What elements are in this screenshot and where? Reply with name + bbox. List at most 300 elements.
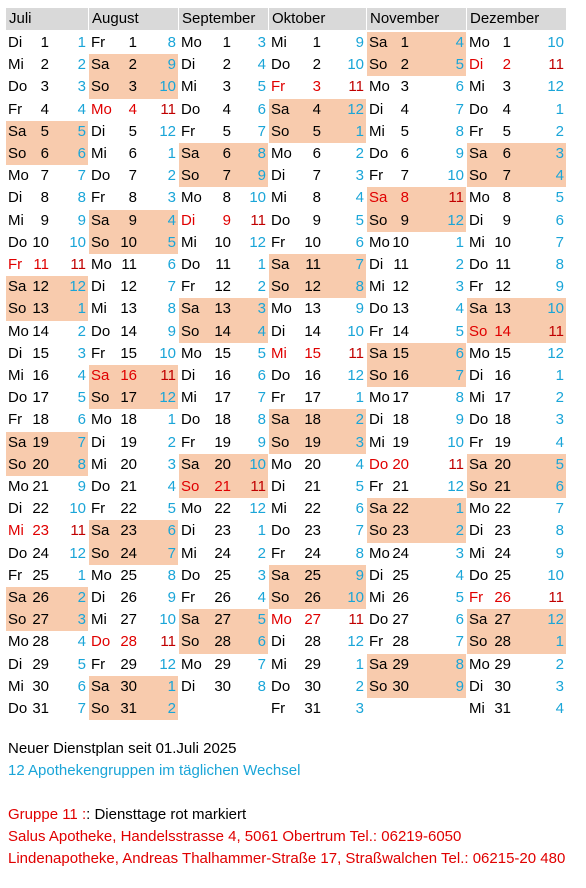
day-row [269, 387, 366, 409]
day-row [467, 498, 566, 520]
day-number: 18 [214, 411, 231, 429]
day-number: 26 [120, 589, 137, 606]
group-number: 4 [555, 700, 564, 717]
day-number: 23 [214, 522, 231, 540]
weekday: Di [271, 167, 286, 185]
group-number: 9 [77, 478, 86, 495]
group-number: 8 [257, 411, 266, 429]
day-number: 31 [32, 700, 49, 717]
group-number: 3 [167, 189, 176, 207]
group-number: 8 [77, 189, 86, 207]
group-number: 3 [555, 145, 564, 162]
weekday: Mi [469, 700, 485, 717]
day-number: 27 [304, 611, 321, 629]
group-number: 11 [70, 256, 86, 273]
group-number: 5 [77, 389, 86, 407]
day-row [367, 54, 466, 76]
group-number: 3 [77, 78, 86, 96]
weekday: Fr [91, 500, 106, 518]
weekday: Sa [369, 500, 388, 518]
day-number: 27 [494, 611, 511, 629]
day-row [269, 254, 366, 276]
group-number: 9 [257, 433, 266, 451]
weekday: Mo [181, 500, 202, 518]
day-row [179, 254, 268, 276]
day-number: 17 [32, 389, 49, 407]
weekday: Mo [469, 500, 490, 518]
day-row [467, 365, 566, 387]
group-number: 7 [77, 167, 86, 185]
day-number: 17 [392, 389, 409, 407]
day-number: 30 [494, 677, 511, 695]
group-number: 5 [455, 589, 464, 606]
day-row [89, 476, 178, 498]
day-number: 24 [120, 544, 137, 562]
weekday: Mi [469, 389, 485, 407]
day-number: 3 [40, 78, 49, 96]
weekday: So [271, 433, 290, 451]
day-number: 20 [304, 455, 321, 473]
weekday: So [181, 167, 200, 185]
day-number: 29 [392, 655, 409, 673]
weekday: Mo [181, 34, 202, 51]
day-number: 29 [120, 655, 137, 673]
weekday: So [91, 544, 110, 562]
group-number: 5 [77, 655, 86, 673]
day-row [467, 676, 566, 698]
group-number: 10 [69, 233, 86, 251]
day-number: 2 [222, 56, 231, 74]
day-row [367, 276, 466, 298]
day-row [269, 76, 366, 98]
weekday: Mo [271, 611, 292, 629]
weekday: Mi [8, 367, 24, 384]
day-row [6, 698, 88, 720]
weekday: Fr [8, 566, 23, 584]
day-row [89, 454, 178, 476]
group-number: 7 [167, 544, 176, 562]
day-number: 21 [304, 478, 321, 495]
group-number: 11 [548, 589, 564, 606]
day-row [367, 609, 466, 631]
group-number: 9 [455, 411, 464, 429]
day-row [179, 631, 268, 653]
day-row [179, 454, 268, 476]
day-number: 20 [494, 455, 511, 473]
day-row [269, 543, 366, 565]
day-row [179, 676, 268, 698]
day-row [89, 343, 178, 365]
day-row [6, 54, 88, 76]
group-number: 7 [257, 389, 266, 407]
weekday: Sa [271, 100, 290, 118]
group-number: 1 [555, 100, 564, 118]
weekday: Fr [271, 78, 286, 96]
day-row [89, 365, 178, 387]
day-number: 6 [400, 145, 409, 162]
day-number: 11 [215, 256, 231, 273]
day-row [269, 676, 366, 698]
weekday: Di [469, 211, 484, 229]
day-row [89, 609, 178, 631]
day-row [179, 298, 268, 320]
day-row [6, 432, 88, 454]
weekday: Mi [369, 433, 385, 451]
day-row [467, 187, 566, 209]
day-row [179, 99, 268, 121]
day-row [179, 520, 268, 542]
day-number: 11 [495, 256, 511, 273]
day-number: 11 [121, 256, 137, 273]
weekday: So [91, 233, 110, 251]
day-number: 5 [40, 122, 49, 140]
day-row [367, 76, 466, 98]
day-row [367, 165, 466, 187]
day-number: 22 [120, 500, 137, 518]
day-row [6, 631, 88, 653]
day-row [179, 232, 268, 254]
group-number: 11 [160, 367, 176, 384]
group-number: 11 [348, 611, 364, 629]
group-number: 4 [77, 100, 86, 118]
weekday: Sa [469, 611, 488, 629]
day-row [269, 587, 366, 609]
group-number: 5 [257, 611, 266, 629]
weekday: Mi [181, 544, 197, 562]
day-row [6, 99, 88, 121]
group-number: 12 [347, 100, 364, 118]
day-row [6, 609, 88, 631]
day-row [269, 454, 366, 476]
weekday: Di [469, 56, 484, 74]
group-number: 3 [257, 566, 266, 584]
group-number: 11 [548, 56, 564, 74]
weekday: Fr [91, 34, 106, 51]
day-number: 24 [304, 544, 321, 562]
day-row [367, 232, 466, 254]
group-number: 10 [159, 78, 176, 96]
day-row [179, 498, 268, 520]
weekday: Do [8, 233, 28, 251]
group-number: 4 [355, 455, 364, 473]
weekday: Mo [469, 655, 490, 673]
day-number: 1 [400, 34, 409, 51]
group-number: 7 [355, 256, 364, 273]
day-row [89, 543, 178, 565]
day-row [269, 99, 366, 121]
weekday: Fr [369, 167, 384, 185]
weekday: Do [369, 455, 389, 473]
group-number: 7 [455, 100, 464, 118]
weekday: Mo [271, 300, 292, 318]
day-number: 15 [214, 344, 231, 362]
day-row [269, 365, 366, 387]
weekday: Sa [8, 433, 27, 451]
weekday: Do [8, 78, 28, 96]
day-row [179, 143, 268, 165]
group-number: 5 [555, 189, 564, 207]
group-number: 8 [555, 256, 564, 273]
group-number: 8 [167, 566, 176, 584]
day-number: 23 [120, 522, 137, 540]
day-number: 2 [400, 56, 409, 74]
weekday: Fr [369, 633, 384, 651]
weekday: Di [271, 633, 286, 651]
weekday: Sa [8, 278, 27, 296]
day-row [89, 698, 178, 720]
weekday: So [369, 211, 388, 229]
group-number: 6 [355, 233, 364, 251]
group-legend [8, 804, 584, 826]
weekday: Di [369, 100, 384, 118]
day-number: 22 [32, 500, 49, 518]
weekday: Fr [271, 233, 286, 251]
day-row [179, 165, 268, 187]
weekday: Do [469, 100, 489, 118]
weekday: Do [271, 56, 291, 74]
group-number: 1 [355, 389, 364, 407]
group-number: 4 [257, 56, 266, 74]
day-number: 4 [312, 100, 321, 118]
weekday: Di [469, 522, 484, 540]
weekday: Sa [271, 566, 290, 584]
group-number: 4 [355, 189, 364, 207]
day-number: 27 [120, 611, 137, 629]
day-number: 27 [392, 611, 409, 629]
weekday: Di [8, 655, 23, 673]
group-number: 12 [547, 611, 564, 629]
group-number: 10 [547, 34, 564, 51]
day-number: 25 [494, 566, 511, 584]
group-number: 7 [257, 655, 266, 673]
day-row [6, 187, 88, 209]
day-number: 6 [312, 145, 321, 162]
day-row [6, 32, 88, 54]
day-number: 22 [494, 500, 511, 518]
weekday: Sa [181, 145, 200, 162]
weekday: Mo [181, 655, 202, 673]
group-number: 12 [447, 478, 464, 495]
day-number: 30 [392, 677, 409, 695]
group-number: 10 [447, 433, 464, 451]
weekday: Di [91, 278, 106, 296]
day-row [367, 143, 466, 165]
group-number: 2 [257, 544, 266, 562]
day-number: 30 [214, 677, 231, 695]
weekday: So [91, 389, 110, 407]
weekday: Do [8, 544, 28, 562]
day-row [89, 631, 178, 653]
group-number: 6 [455, 344, 464, 362]
weekday: Fr [8, 411, 23, 429]
day-number: 5 [128, 122, 137, 140]
weekday: Mo [91, 566, 112, 584]
day-row [6, 165, 88, 187]
group-number: 6 [167, 522, 176, 540]
weekday: Do [8, 700, 28, 717]
weekday: Di [8, 500, 23, 518]
group-number: 11 [348, 78, 364, 96]
day-number: 1 [128, 34, 137, 51]
day-number: 2 [312, 56, 321, 74]
day-row [467, 210, 566, 232]
weekday: Sa [369, 655, 388, 673]
group-number: 5 [77, 122, 86, 140]
weekday: Fr [469, 589, 484, 606]
day-row [269, 654, 366, 676]
day-row [6, 454, 88, 476]
day-number: 16 [304, 367, 321, 384]
day-row [6, 409, 88, 431]
group-number: 12 [447, 211, 464, 229]
weekday: Mo [469, 189, 490, 207]
weekday: Mo [369, 544, 390, 562]
day-row [89, 121, 178, 143]
group-number: 5 [167, 233, 176, 251]
weekday: Mi [469, 233, 485, 251]
group-number: 2 [167, 433, 176, 451]
day-row [89, 565, 178, 587]
day-number: 16 [494, 367, 511, 384]
day-number: 11 [305, 256, 321, 273]
group-number: 7 [167, 278, 176, 296]
weekday: Mo [369, 78, 390, 96]
day-number: 21 [494, 478, 511, 495]
day-row [367, 99, 466, 121]
day-row [269, 432, 366, 454]
day-row [269, 321, 366, 343]
day-number: 29 [494, 655, 511, 673]
day-row [6, 343, 88, 365]
weekday: Mi [91, 611, 107, 629]
weekday: Sa [369, 34, 388, 51]
group-number: 4 [555, 433, 564, 451]
day-row [89, 676, 178, 698]
day-row [269, 498, 366, 520]
day-row [467, 409, 566, 431]
weekday: Mo [181, 189, 202, 207]
weekday: Mo [8, 478, 29, 495]
day-row [89, 99, 178, 121]
group-number: 12 [249, 233, 266, 251]
weekday: Do [181, 411, 201, 429]
group-number: 1 [455, 233, 464, 251]
day-row [467, 143, 566, 165]
day-number: 10 [32, 233, 49, 251]
group-number: 5 [257, 78, 266, 96]
day-row [179, 187, 268, 209]
day-number: 8 [40, 189, 49, 207]
group-number: 8 [257, 677, 266, 695]
day-number: 1 [222, 34, 231, 51]
day-row [269, 298, 366, 320]
group-number: 9 [355, 300, 364, 318]
weekday: Mi [91, 145, 107, 162]
day-number: 13 [32, 300, 49, 318]
day-number: 22 [304, 500, 321, 518]
group-number: 3 [355, 700, 364, 717]
group-number: 2 [555, 655, 564, 673]
day-number: 9 [312, 211, 321, 229]
day-number: 7 [222, 167, 231, 185]
day-row [179, 210, 268, 232]
weekday: Mo [8, 322, 29, 340]
group-number: 12 [69, 278, 86, 296]
day-number: 24 [494, 544, 511, 562]
group-number: 4 [257, 322, 266, 340]
day-row [367, 187, 466, 209]
group-number: 11 [250, 211, 266, 229]
group-number: 8 [257, 145, 266, 162]
day-number: 19 [304, 433, 321, 451]
day-row [179, 121, 268, 143]
group-number: 5 [355, 478, 364, 495]
day-number: 4 [40, 100, 49, 118]
group-number: 10 [347, 56, 364, 74]
group-number: 12 [159, 122, 176, 140]
day-number: 1 [40, 34, 49, 51]
group-number: 7 [555, 233, 564, 251]
weekday: Mo [369, 389, 390, 407]
day-row [179, 343, 268, 365]
group-number: 3 [257, 34, 266, 51]
group-number: 4 [455, 34, 464, 51]
weekday: Mi [469, 78, 485, 96]
day-number: 28 [32, 633, 49, 651]
weekday: Fr [91, 655, 106, 673]
weekday: Do [271, 522, 291, 540]
weekday: So [271, 589, 290, 606]
group-number: 11 [250, 478, 266, 495]
day-number: 20 [392, 455, 409, 473]
day-number: 31 [120, 700, 137, 717]
day-number: 3 [128, 78, 137, 96]
group-number: 11 [70, 522, 86, 540]
weekday: Do [91, 633, 111, 651]
day-number: 3 [400, 78, 409, 96]
group-number: 1 [355, 122, 364, 140]
day-number: 7 [312, 167, 321, 185]
group-number: 7 [77, 433, 86, 451]
day-number: 25 [32, 566, 49, 584]
group-number: 1 [167, 411, 176, 429]
day-row [6, 76, 88, 98]
weekday: Di [181, 56, 196, 74]
day-row [467, 76, 566, 98]
group-number: 3 [455, 544, 464, 562]
group-number: 11 [348, 344, 364, 362]
day-row [467, 54, 566, 76]
day-number: 13 [494, 300, 511, 318]
day-number: 3 [312, 78, 321, 96]
day-number: 21 [32, 478, 49, 495]
day-row [467, 454, 566, 476]
day-number: 1 [502, 34, 511, 51]
day-row [89, 276, 178, 298]
weekday: Mi [8, 211, 24, 229]
weekday: Do [91, 167, 111, 185]
month-header: Dezember [467, 8, 566, 30]
day-number: 17 [494, 389, 511, 407]
weekday: Do [271, 211, 291, 229]
weekday: So [8, 611, 27, 629]
day-row [269, 609, 366, 631]
month-header: November [367, 8, 466, 30]
day-row [89, 654, 178, 676]
day-number: 12 [214, 278, 231, 296]
group-number: 12 [159, 389, 176, 407]
group-note: : Diensttage rot markiert [86, 806, 247, 823]
